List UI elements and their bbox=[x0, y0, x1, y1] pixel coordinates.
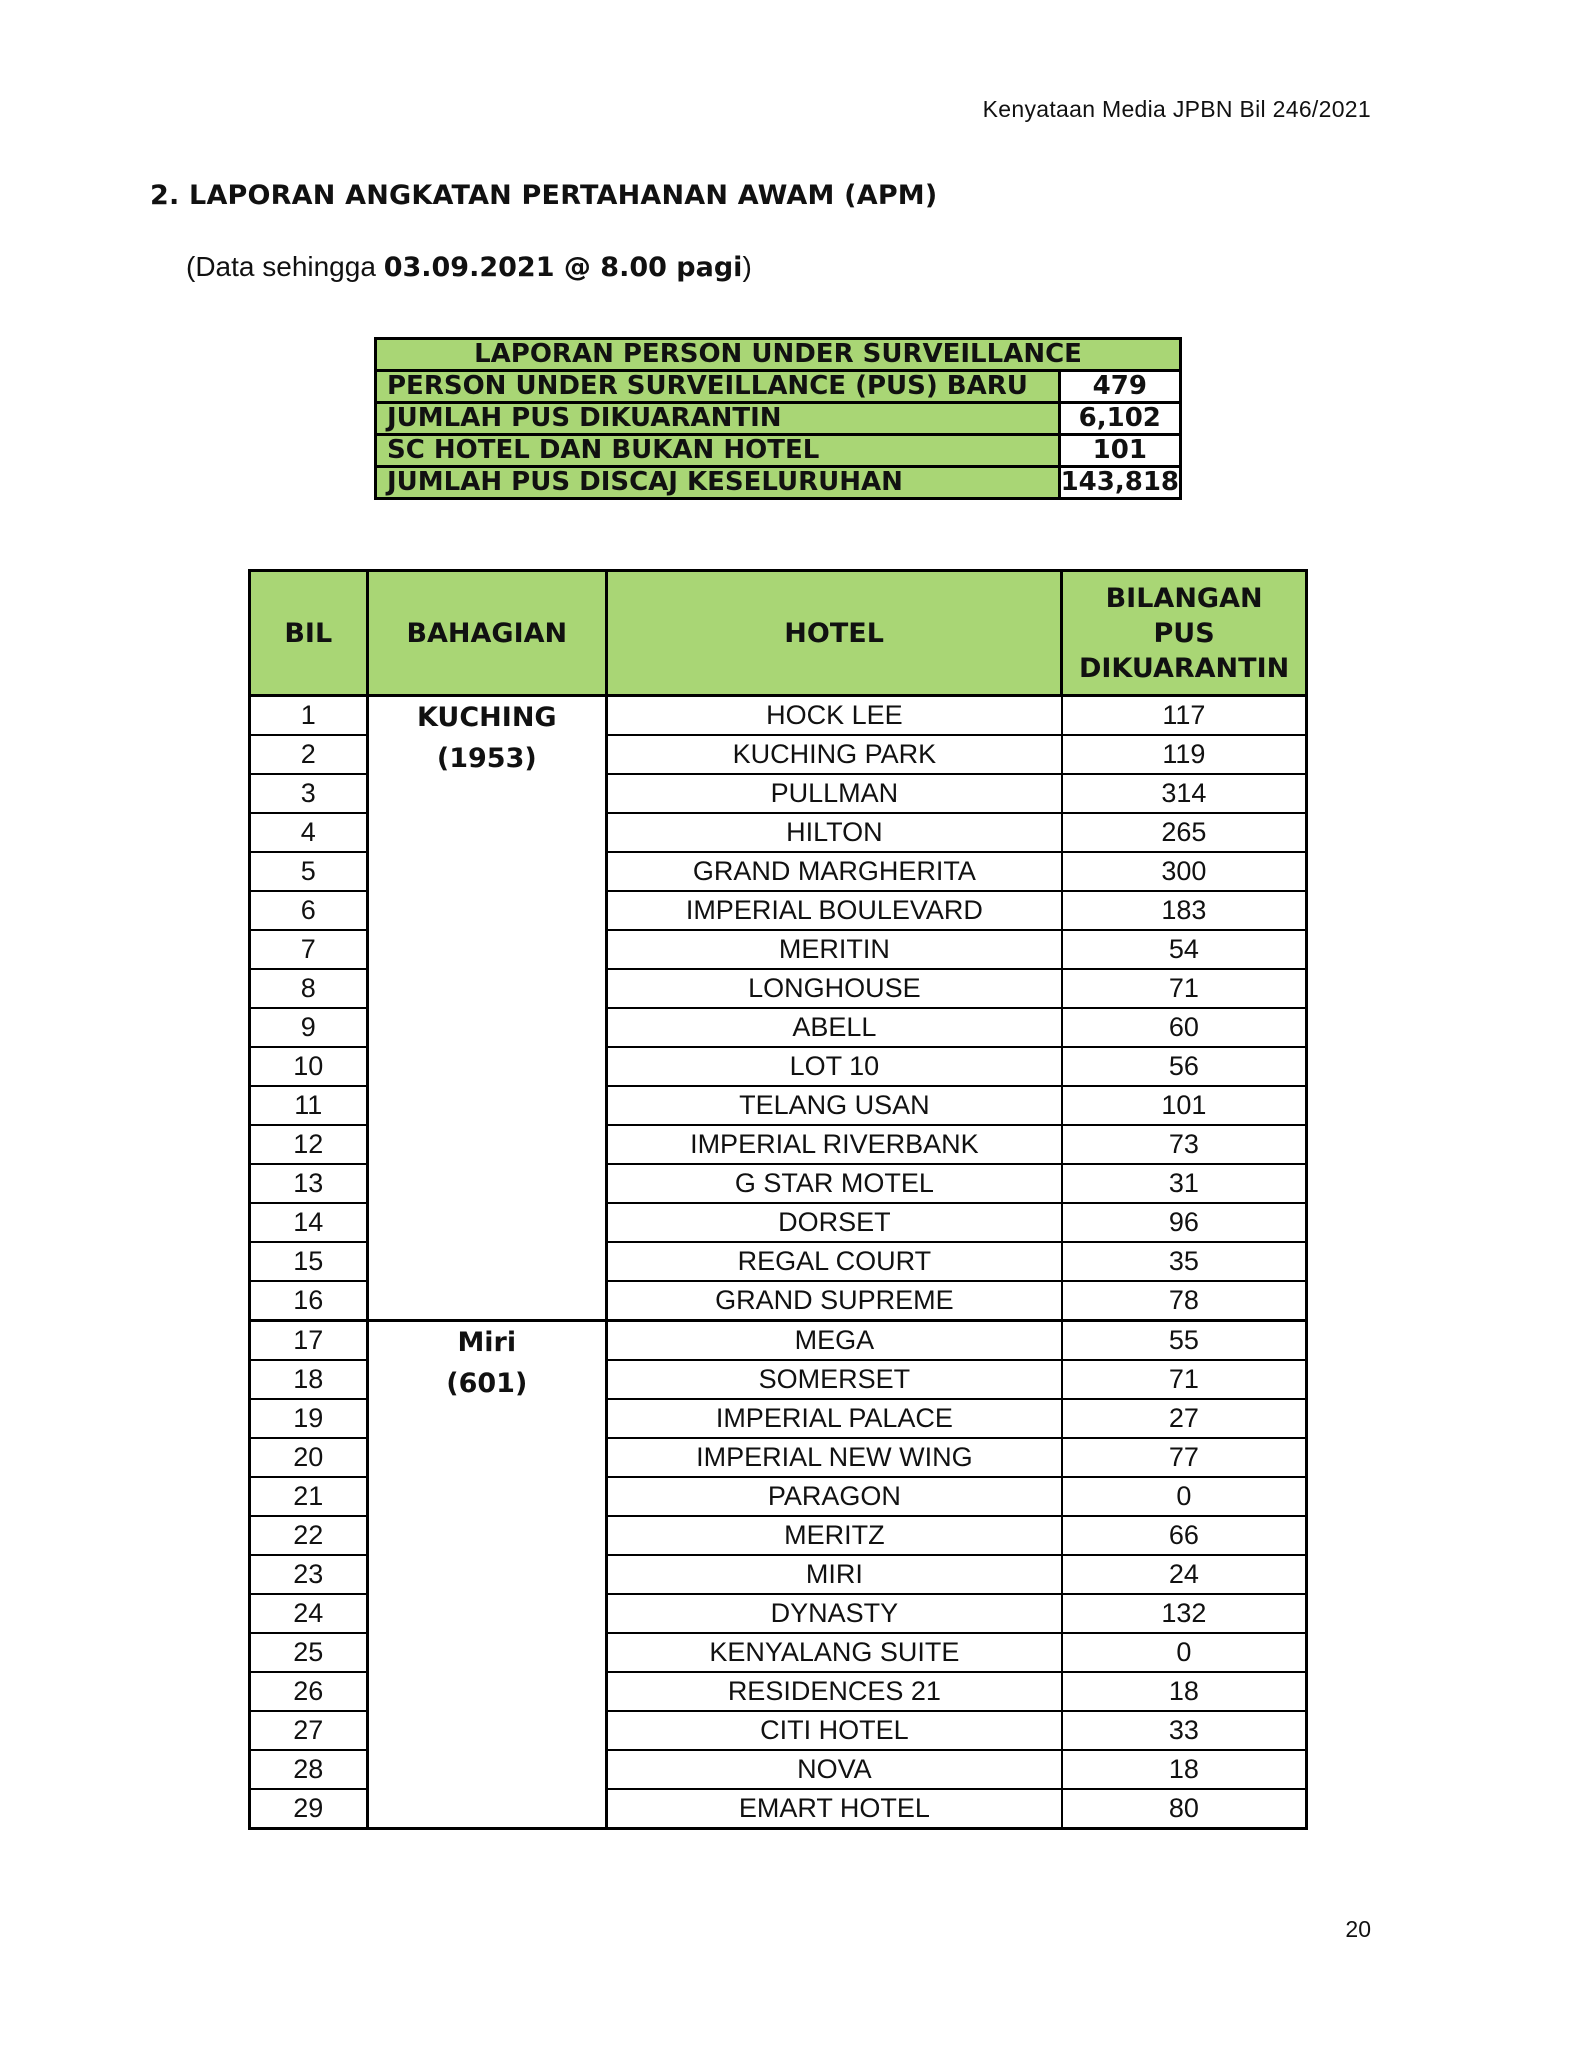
row-count: 265 bbox=[1062, 813, 1307, 852]
row-count: 27 bbox=[1062, 1399, 1307, 1438]
row-count: 56 bbox=[1062, 1047, 1307, 1086]
row-hotel: RESIDENCES 21 bbox=[607, 1672, 1062, 1711]
row-count: 31 bbox=[1062, 1164, 1307, 1203]
row-hotel: DORSET bbox=[607, 1203, 1062, 1242]
row-count: 33 bbox=[1062, 1711, 1307, 1750]
row-bil: 13 bbox=[250, 1164, 368, 1203]
division-group bbox=[250, 1321, 1307, 1829]
row-hotel: CITI HOTEL bbox=[607, 1711, 1062, 1750]
row-count: 0 bbox=[1062, 1477, 1307, 1516]
row-hotel: MERITIN bbox=[607, 930, 1062, 969]
page-number: 20 bbox=[1345, 1916, 1371, 1942]
section-title: 2. LAPORAN ANGKATAN PERTAHANAN AWAM (APM) bbox=[150, 180, 938, 211]
row-count: 183 bbox=[1062, 891, 1307, 930]
summary-row bbox=[376, 467, 1181, 499]
row-bil: 7 bbox=[250, 930, 368, 969]
row-hotel: MERITZ bbox=[607, 1516, 1062, 1555]
header-bahagian: BAHAGIAN bbox=[367, 571, 606, 696]
row-hotel: HOCK LEE bbox=[607, 696, 1062, 736]
row-bil: 27 bbox=[250, 1711, 368, 1750]
summary-value: 479 bbox=[1059, 371, 1180, 403]
row-hotel: NOVA bbox=[607, 1750, 1062, 1789]
row-bil: 5 bbox=[250, 852, 368, 891]
row-count: 77 bbox=[1062, 1438, 1307, 1477]
pus-summary-table bbox=[374, 337, 1182, 500]
row-count: 300 bbox=[1062, 852, 1307, 891]
row-hotel: KENYALANG SUITE bbox=[607, 1633, 1062, 1672]
row-hotel: IMPERIAL PALACE bbox=[607, 1399, 1062, 1438]
division-cell bbox=[367, 696, 606, 1321]
row-bil: 9 bbox=[250, 1008, 368, 1047]
header-bilangan-line: DIKUARANTIN bbox=[1078, 652, 1290, 684]
hotel-quarantine-table bbox=[248, 569, 1308, 1830]
summary-title: LAPORAN PERSON UNDER SURVEILLANCE bbox=[376, 339, 1181, 371]
row-hotel: HILTON bbox=[607, 813, 1062, 852]
row-bil: 29 bbox=[250, 1789, 368, 1829]
summary-value: 143,818 bbox=[1060, 467, 1179, 497]
header-hotel: HOTEL bbox=[607, 571, 1062, 696]
row-count: 54 bbox=[1062, 930, 1307, 969]
row-hotel: EMART HOTEL bbox=[607, 1789, 1062, 1829]
division-total: (601) bbox=[446, 1368, 528, 1399]
row-count: 117 bbox=[1062, 696, 1307, 736]
row-hotel: REGAL COURT bbox=[607, 1242, 1062, 1281]
row-bil: 2 bbox=[250, 735, 368, 774]
row-hotel: SOMERSET bbox=[607, 1360, 1062, 1399]
summary-label: JUMLAH PUS DISCAJ KESELURUHAN bbox=[376, 467, 1060, 499]
header-bilangan-line: BILANGAN bbox=[1105, 582, 1263, 614]
division-name: KUCHING bbox=[416, 702, 557, 733]
row-bil: 15 bbox=[250, 1242, 368, 1281]
row-bil: 11 bbox=[250, 1086, 368, 1125]
summary-label: JUMLAH PUS DIKUARANTIN bbox=[376, 403, 1060, 435]
row-count: 18 bbox=[1062, 1672, 1307, 1711]
row-hotel: TELANG USAN bbox=[607, 1086, 1062, 1125]
table-header-row bbox=[250, 571, 1307, 696]
row-hotel: G STAR MOTEL bbox=[607, 1164, 1062, 1203]
row-count: 71 bbox=[1062, 1360, 1307, 1399]
row-bil: 4 bbox=[250, 813, 368, 852]
row-count: 24 bbox=[1062, 1555, 1307, 1594]
row-bil: 20 bbox=[250, 1438, 368, 1477]
row-hotel: GRAND SUPREME bbox=[607, 1281, 1062, 1321]
division-group bbox=[250, 696, 1307, 1321]
row-count: 314 bbox=[1062, 774, 1307, 813]
row-count: 60 bbox=[1062, 1008, 1307, 1047]
division-total: (1953) bbox=[436, 743, 537, 774]
table-row bbox=[250, 1321, 1307, 1361]
row-hotel: KUCHING PARK bbox=[607, 735, 1062, 774]
row-bil: 24 bbox=[250, 1594, 368, 1633]
summary-label: PERSON UNDER SURVEILLANCE (PUS) BARU bbox=[376, 371, 1060, 403]
row-count: 80 bbox=[1062, 1789, 1307, 1829]
table-row bbox=[250, 696, 1307, 736]
row-count: 96 bbox=[1062, 1203, 1307, 1242]
row-hotel: IMPERIAL RIVERBANK bbox=[607, 1125, 1062, 1164]
row-count: 0 bbox=[1062, 1633, 1307, 1672]
row-hotel: GRAND MARGHERITA bbox=[607, 852, 1062, 891]
row-bil: 1 bbox=[250, 696, 368, 736]
row-bil: 8 bbox=[250, 969, 368, 1008]
division-cell bbox=[367, 1321, 606, 1829]
row-bil: 14 bbox=[250, 1203, 368, 1242]
row-bil: 12 bbox=[250, 1125, 368, 1164]
row-hotel: IMPERIAL BOULEVARD bbox=[607, 891, 1062, 930]
row-bil: 18 bbox=[250, 1360, 368, 1399]
header-bil: BIL bbox=[250, 571, 368, 696]
row-bil: 17 bbox=[250, 1321, 368, 1361]
row-count: 78 bbox=[1062, 1281, 1307, 1321]
row-hotel: LONGHOUSE bbox=[607, 969, 1062, 1008]
row-bil: 19 bbox=[250, 1399, 368, 1438]
row-bil: 10 bbox=[250, 1047, 368, 1086]
row-hotel: PULLMAN bbox=[607, 774, 1062, 813]
row-hotel: IMPERIAL NEW WING bbox=[607, 1438, 1062, 1477]
row-count: 66 bbox=[1062, 1516, 1307, 1555]
row-count: 71 bbox=[1062, 969, 1307, 1008]
document-reference: Kenyataan Media JPBN Bil 246/2021 bbox=[982, 96, 1371, 122]
summary-row bbox=[376, 435, 1181, 467]
summary-value: 101 bbox=[1059, 435, 1180, 467]
row-hotel: MIRI bbox=[607, 1555, 1062, 1594]
data-note-close: ) bbox=[742, 251, 752, 282]
row-hotel: DYNASTY bbox=[607, 1594, 1062, 1633]
row-bil: 21 bbox=[250, 1477, 368, 1516]
data-note-date: 03.09.2021 @ 8.00 pagi bbox=[383, 252, 743, 283]
row-hotel: LOT 10 bbox=[607, 1047, 1062, 1086]
row-hotel: ABELL bbox=[607, 1008, 1062, 1047]
summary-label: SC HOTEL DAN BUKAN HOTEL bbox=[376, 435, 1060, 467]
row-bil: 16 bbox=[250, 1281, 368, 1321]
summary-row bbox=[376, 403, 1181, 435]
division-name: Miri bbox=[457, 1327, 517, 1358]
row-count: 132 bbox=[1062, 1594, 1307, 1633]
row-bil: 25 bbox=[250, 1633, 368, 1672]
row-hotel: PARAGON bbox=[607, 1477, 1062, 1516]
row-count: 73 bbox=[1062, 1125, 1307, 1164]
row-count: 18 bbox=[1062, 1750, 1307, 1789]
row-bil: 22 bbox=[250, 1516, 368, 1555]
row-count: 55 bbox=[1062, 1321, 1307, 1361]
data-note-open: (Data sehingga bbox=[186, 251, 384, 282]
row-hotel: MEGA bbox=[607, 1321, 1062, 1361]
header-bilangan bbox=[1062, 571, 1307, 696]
row-bil: 28 bbox=[250, 1750, 368, 1789]
row-count: 35 bbox=[1062, 1242, 1307, 1281]
summary-row bbox=[376, 371, 1181, 403]
summary-value: 6,102 bbox=[1059, 403, 1180, 435]
row-bil: 3 bbox=[250, 774, 368, 813]
row-count: 119 bbox=[1062, 735, 1307, 774]
header-bilangan-line: PUS bbox=[1153, 617, 1215, 649]
row-bil: 23 bbox=[250, 1555, 368, 1594]
row-count: 101 bbox=[1062, 1086, 1307, 1125]
data-date-note bbox=[186, 251, 752, 283]
row-bil: 6 bbox=[250, 891, 368, 930]
summary-title-row bbox=[376, 339, 1181, 371]
row-bil: 26 bbox=[250, 1672, 368, 1711]
